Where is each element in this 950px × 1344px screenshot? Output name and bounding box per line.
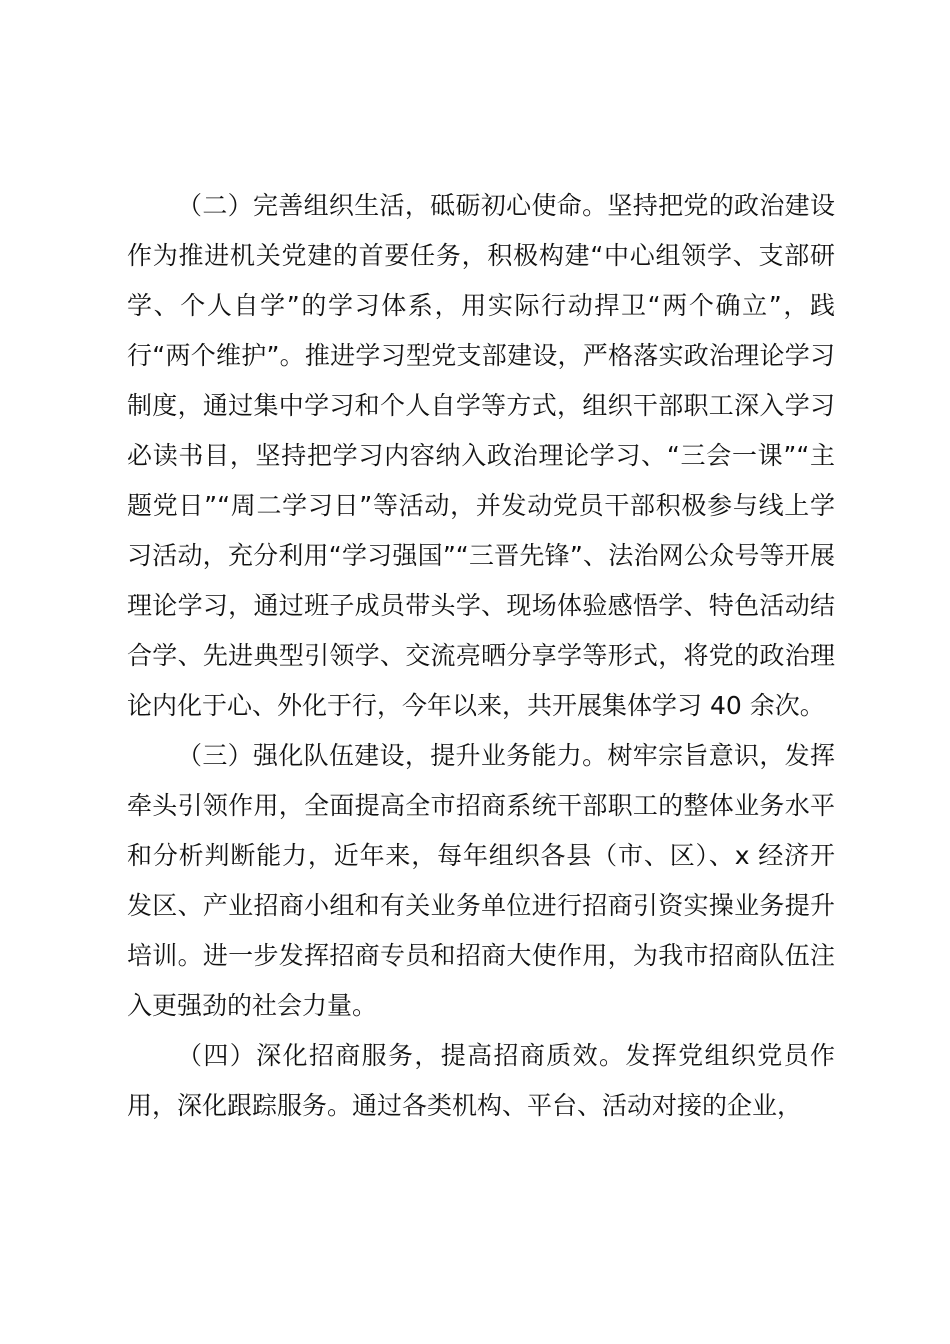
paragraph-section-4: （四）深化招商服务，提高招商质效。发挥党组织党员作用，深化跟踪服务。通过各类机构、平台、活动对接的企业， [127, 1041, 835, 1120]
document-body [127, 181, 835, 1131]
paragraph-section-3: （三）强化队伍建设，提升业务能力。树牢宗旨意识，发挥牵头引领作用，全面提高全市招商系统干部职工的整体业务水平和分析判断能力，近年来，每年组织各县（市、区）、x 经济开发区、产业招商小组和有关业务单位进行招商引资实操业务提升培训。进一步发挥招商专员和招商大使作用，为我市招商队伍注入更强劲的社会力量。 [127, 741, 835, 1020]
paragraph-section-2: （二）完善组织生活，砥砺初心使命。坚持把党的政治建设作为推进机关党建的首要任务，积极构建“中心组领学、支部研学、个人自学”的学习体系，用实际行动捍卫“两个确立”，践行“两个维护”。推进学习型党支部建设，严格落实政治理论学习制度，通过集中学习和个人自学等方式，组织干部职工深入学习必读书目，坚持把学习内容纳入政治理论学习、“三会一课”“主题党日”“周二学习日”等活动，并发动党员干部积极参与线上学习活动，充分利用“学习强国”“三晋先锋”、法治网公众号等开展理论学习，通过班子成员带头学、现场体验感悟学、特色活动结合学、先进典型引领学、交流亮晒分享学等形式，将党的政治理论内化于心、外化于行，今年以来，共开展集体学习 40 余次。 [127, 191, 835, 720]
